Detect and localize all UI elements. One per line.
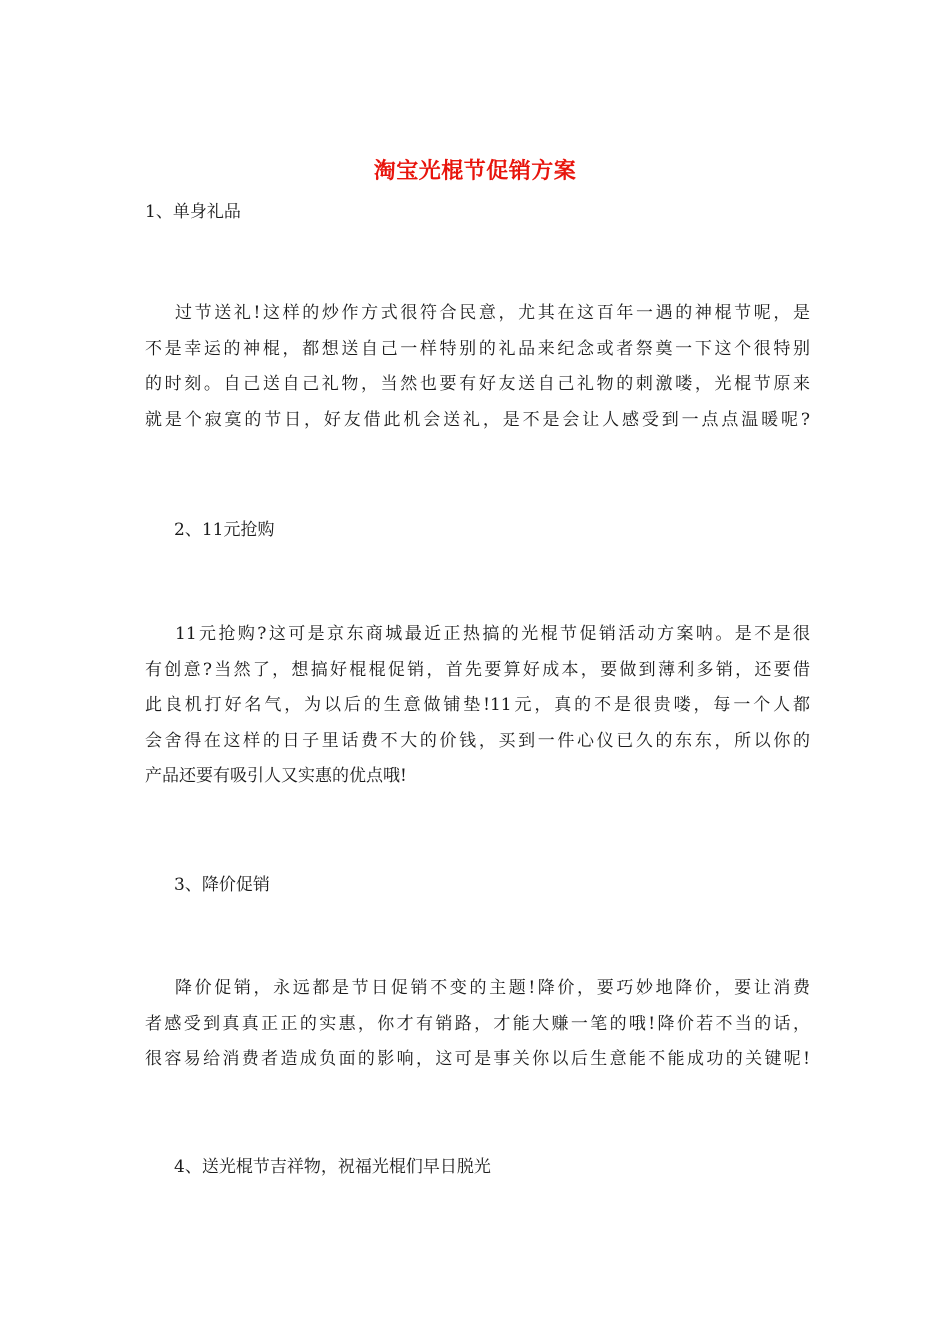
paragraph-line: 产品还要有吸引人又实惠的优点哦! [145, 766, 407, 786]
section-heading-1: 1、单身礼品 [145, 202, 241, 222]
document-title: 淘宝光棍节促销方案 [373, 158, 577, 184]
paragraph-line: 不是幸运的神棍，都想送自己一样特别的礼品来纪念或者祭奠一下这个很特别 [145, 338, 810, 359]
paragraph-line: 很容易给消费者造成负面的影响，这可是事关你以后生意能不能成功的关键呢! [145, 1049, 810, 1069]
paragraph-line: 11元抢购?这可是京东商城最近正热搞的光棍节促销活动方案呐。是不是很 [175, 624, 810, 644]
section-paragraph-2 [145, 617, 810, 795]
section-heading-3: 3、降价促销 [174, 875, 270, 895]
paragraph-line: 过节送礼!这样的炒作方式很符合民意，尤其在这百年一遇的神棍节呢，是 [175, 303, 810, 323]
section-heading-4: 4、送光棍节吉祥物，祝福光棍们早日脱光 [174, 1157, 491, 1177]
paragraph-line: 此良机打好名气，为以后的生意做铺垫!11元，真的不是很贵喽，每一个人都 [145, 695, 810, 715]
section-paragraph-1 [145, 296, 810, 438]
paragraph-line: 降价促销，永远都是节日促销不变的主题!降价，要巧妙地降价，要让消费 [175, 978, 810, 998]
section-paragraph-3 [145, 971, 810, 1078]
section-heading-2: 2、11元抢购 [174, 520, 275, 540]
paragraph-line: 就是个寂寞的节日，好友借此机会送礼，是不是会让人感受到一点点温暖呢? [145, 409, 810, 430]
paragraph-line: 会舍得在这样的日子里话费不大的价钱，买到一件心仪已久的东东，所以你的 [145, 730, 810, 751]
paragraph-line: 的时刻。自己送自己礼物，当然也要有好友送自己礼物的刺激喽，光棍节原来 [145, 374, 810, 394]
paragraph-line: 有创意?当然了，想搞好棍棍促销，首先要算好成本，要做到薄利多销，还要借 [145, 659, 810, 680]
paragraph-line: 者感受到真真正正的实惠，你才有销路，才能大赚一笔的哦!降价若不当的话， [145, 1013, 810, 1034]
